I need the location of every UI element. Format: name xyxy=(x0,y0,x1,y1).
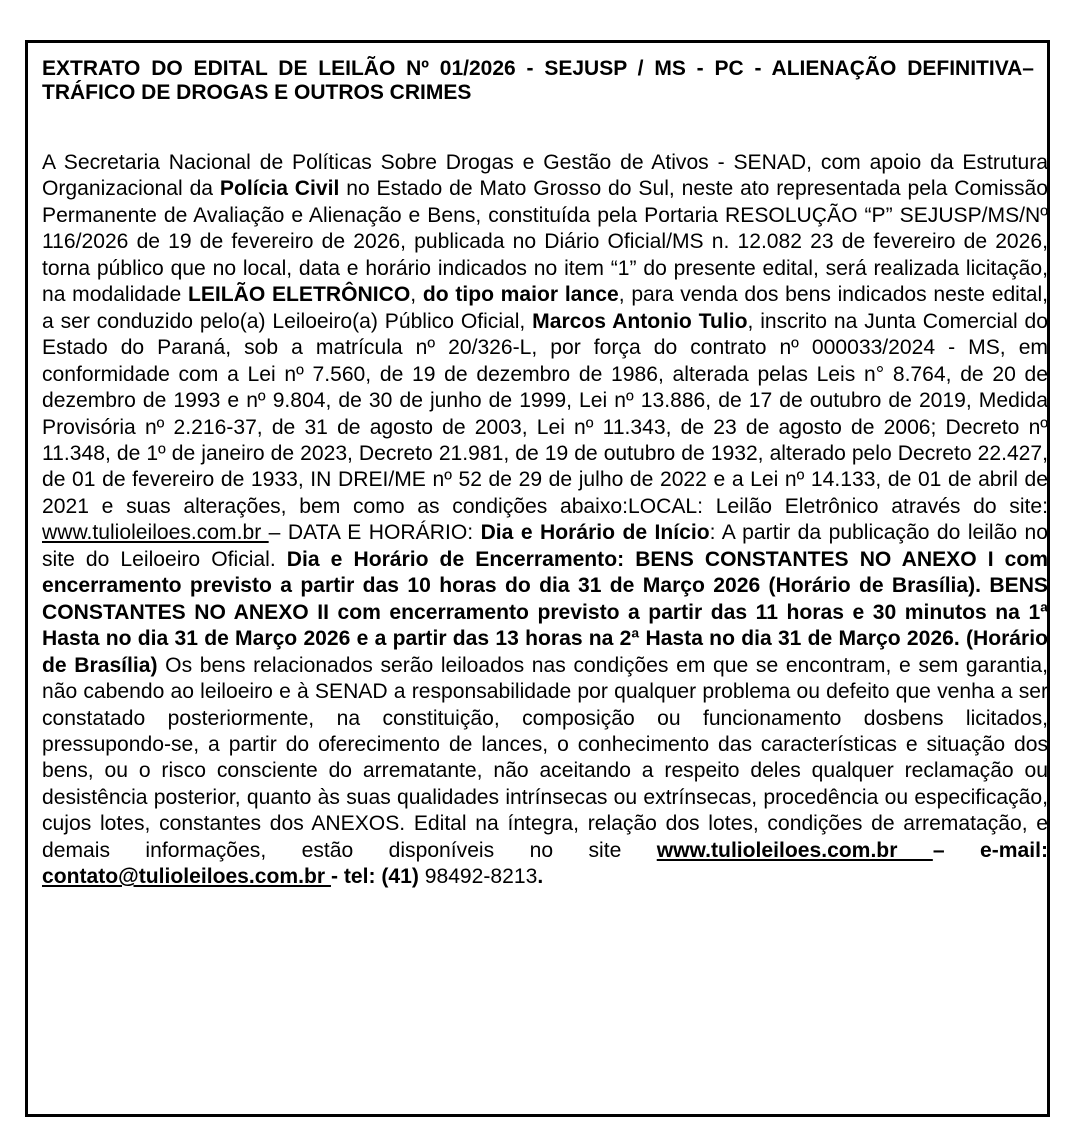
bold-closing-schedule: Dia e Horário de Encerramento: BENS CONSTANTES NO ANEXO I com encerramento previsto a partir das 10 horas do dia 31 de Março 2026 (Horário de Brasília). BENS CONSTANTES NO ANEXO II com encerramento previsto a partir das 11 horas e 30 minutos na 1ª Hasta no dia 31 de Março 2026 e a partir das 13 horas na 2ª Hasta no dia 31 de Março 2026. (Horário de Brasília) xyxy=(42,547,1049,677)
bold-leilao-eletronico: LEILÃO ELETRÔNICO xyxy=(187,283,411,307)
body-text-segment: Os bens relacionados serão leiloados nas condições em que se encontram, e sem garantia, não cabendo ao leiloeiro e à SENAD a responsabilidade por qualquer problema ou defeito que venha a ser constatado posteriormente, na constituição, composição ou funcionamento dosbens licitados, pressupondo-se, a partir do oferecimento de lances, o conhecimento das características e situação dos bens, ou o risco consciente do arrematante, não aceitando a respeito deles qualquer reclamação ou desistência posterior, quanto às suas qualidades intrínsecas ou extrínsecas, procedência ou especificação, cujos lotes, constantes dos ANEXOS. Edital na íntegra, relação dos lotes, condições de arrematação, e demais informações, estão disponíveis no site xyxy=(42,653,1048,862)
bold-auctioneer-name: Marcos Antonio Tulio xyxy=(532,309,748,333)
notice-title: EXTRATO DO EDITAL DE LEILÃO Nº 01/2026 - SEJUSP / MS - PC - ALIENAÇÃO DEFINITIVA–TRÁFICO DE DROGAS E OUTROS CRIMES xyxy=(42,57,1034,104)
notice-body xyxy=(42,150,1048,891)
body-text-segment: : A partir da publicação do leilão no site do Leiloeiro Oficial. xyxy=(42,521,1048,571)
body-text-segment: , para venda dos bens indicados neste edital, a ser conduzido pelo(a) Leiloeiro(a) Público Oficial, xyxy=(42,283,1049,333)
bold-policia-civil: Polícia Civil xyxy=(219,177,340,201)
body-text-segment: no Estado de Mato Grosso do Sul, neste ato representada pela Comissão Permanente de Avaliação e Alienação e Bens, constituída pela Portaria RESOLUÇÃO “P” SEJUSP/MS/Nº 116/2026 de 19 de fevereiro de 2026, publicada no Diário Oficial/MS n. 12.082 23 de fevereiro de 2026, torna público que no local, data e horário indicados no item “1” do presente edital, será realizada licitação, na modalidade xyxy=(42,177,1048,307)
body-text-segment: , xyxy=(410,283,423,307)
phone-label: - tel: (41) xyxy=(330,865,419,889)
body-text-segment: – DATA E HORÁRIO: xyxy=(268,521,481,545)
bold-tipo-maior-lance: do tipo maior lance xyxy=(422,283,619,307)
body-text-segment: , inscrito na Junta Comercial do Estado do Paraná, sob a matrícula nº 20/326-L, por força do contrato nº 000033/2024 - MS, em conformidade com a Lei nº 7.560, de 19 de dezembro de 1986, alterada pelas Leis n° 8.764, de 20 de dezembro de 1993 e nº 9.804, de 30 de junho de 1999, Lei nº 13.886, de 17 de outubro de 2019, Medida Provisória nº 2.216-37, de 31 de agosto de 2003, Lei nº 11.343, de 23 de agosto de 2006; Decreto nº 11.348, de 1º de janeiro de 2023, Decreto 21.981, de 19 de outubro de 1932, alterado pelo Decreto 22.427, de 01 de fevereiro de 1933, IN DREI/ME nº 52 de 29 de julho de 2022 e a Lei nº 14.133, de 01 de abril de 2021 e suas alterações, bem como as condições abaixo:LOCAL: Leilão Eletrônico através do site: xyxy=(42,309,1048,518)
phone-number: 98492-8213 xyxy=(418,865,538,889)
email-label: – e-mail: xyxy=(932,838,1048,862)
email-link[interactable]: contato@tulioleiloes.com.br xyxy=(42,865,331,889)
site-link-bold[interactable]: www.tulioleiloes.com.br xyxy=(656,838,933,862)
notice-frame xyxy=(25,40,1050,1117)
bold-start-label: Dia e Horário de Início xyxy=(480,521,710,545)
final-period: . xyxy=(537,865,544,889)
body-text-segment: A Secretaria Nacional de Políticas Sobre Drogas e Gestão de Ativos - SENAD, com apoio da Estrutura Organizacional da xyxy=(42,151,1048,201)
site-link[interactable]: www.tulioleiloes.com.br xyxy=(42,521,269,545)
